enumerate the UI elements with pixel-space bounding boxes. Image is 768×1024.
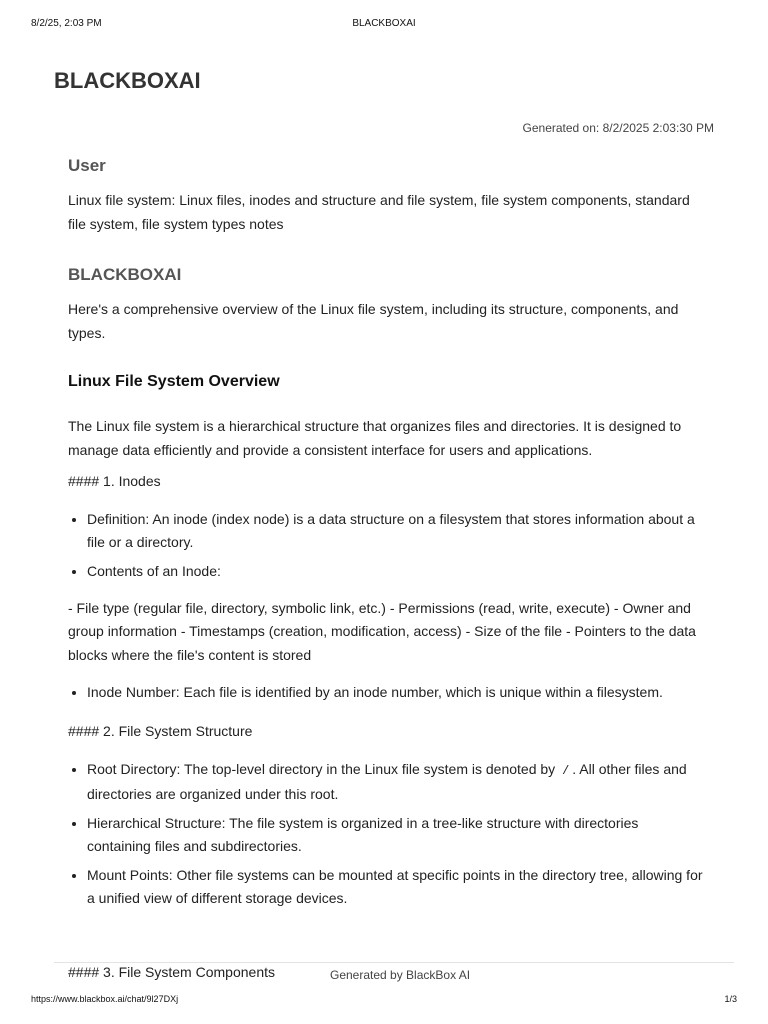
structure-bullet-list: [68, 758, 706, 910]
page-footer: Generated by BlackBox AI: [330, 968, 471, 982]
overview-paragraph: The Linux file system is a hierarchical structure that organizes files and directories. It is designed to manage data efficiently and provide a consistent interface for users and applications.: [68, 418, 682, 458]
components-heading: #### 3. File System Components: [68, 964, 275, 980]
root-path-code: /: [562, 763, 570, 778]
root-text-after: . All other files and directories are organized under this root.: [87, 760, 687, 802]
assistant-intro: Here's a comprehensive overview of the Linux file system, including its structure, components, and types.: [68, 301, 679, 341]
root-text-before: Root Directory: The top-level directory in the Linux file system is denoted by: [87, 760, 556, 777]
list-item: • Mount Points: Other file systems can be mounted at specific points in the directory tree, allowing for a unified view of different storage devices.: [87, 864, 706, 910]
inode-bullet-list: [68, 508, 706, 583]
list-item: • Inode Number: Each file is identified by an inode number, which is unique within a filesystem.: [87, 681, 706, 704]
assistant-role-heading: BLACKBOXAI: [68, 265, 182, 284]
user-role-heading: User: [68, 156, 106, 175]
section-title: Linux File System Overview: [68, 373, 280, 390]
inode-number-list: [68, 681, 706, 704]
inode-contents-paragraph: - File type (regular file, directory, symbolic link, etc.) - Permissions (read, write, execute) - Owner and group information - Timestamps (creation, modification, access) - Size of the file - Pointers to the data blocks where the file's content is stored: [68, 599, 696, 663]
page-title: BLACKBOXAI: [54, 68, 201, 93]
generated-timestamp: Generated on: 8/2/2025 2:03:30 PM: [522, 121, 714, 135]
list-item: • Definition: An inode (index node) is a data structure on a filesystem that stores information about a file or a directory.: [87, 508, 706, 554]
footer-divider: [54, 962, 734, 963]
chat-transcript: [68, 155, 706, 916]
inodes-heading: #### 1. Inodes: [68, 473, 161, 489]
list-item: [87, 758, 706, 806]
print-url: https://www.blackbox.ai/chat/9l27DXj: [31, 994, 179, 1004]
print-footer: [31, 994, 737, 1008]
print-title: BLACKBOXAI: [352, 18, 416, 29]
print-date: 8/2/25, 2:03 PM: [31, 18, 102, 29]
list-item: • Contents of an Inode:: [87, 560, 706, 583]
page-number: 1/3: [724, 994, 737, 1004]
user-message: Linux file system: Linux files, inodes and structure and file system, file system components, standard file system, file system types notes: [68, 192, 690, 232]
list-item: • Hierarchical Structure: The file system is organized in a tree-like structure with directories containing files and subdirectories.: [87, 812, 706, 858]
structure-heading: #### 2. File System Structure: [68, 723, 253, 739]
print-header: [31, 18, 737, 34]
